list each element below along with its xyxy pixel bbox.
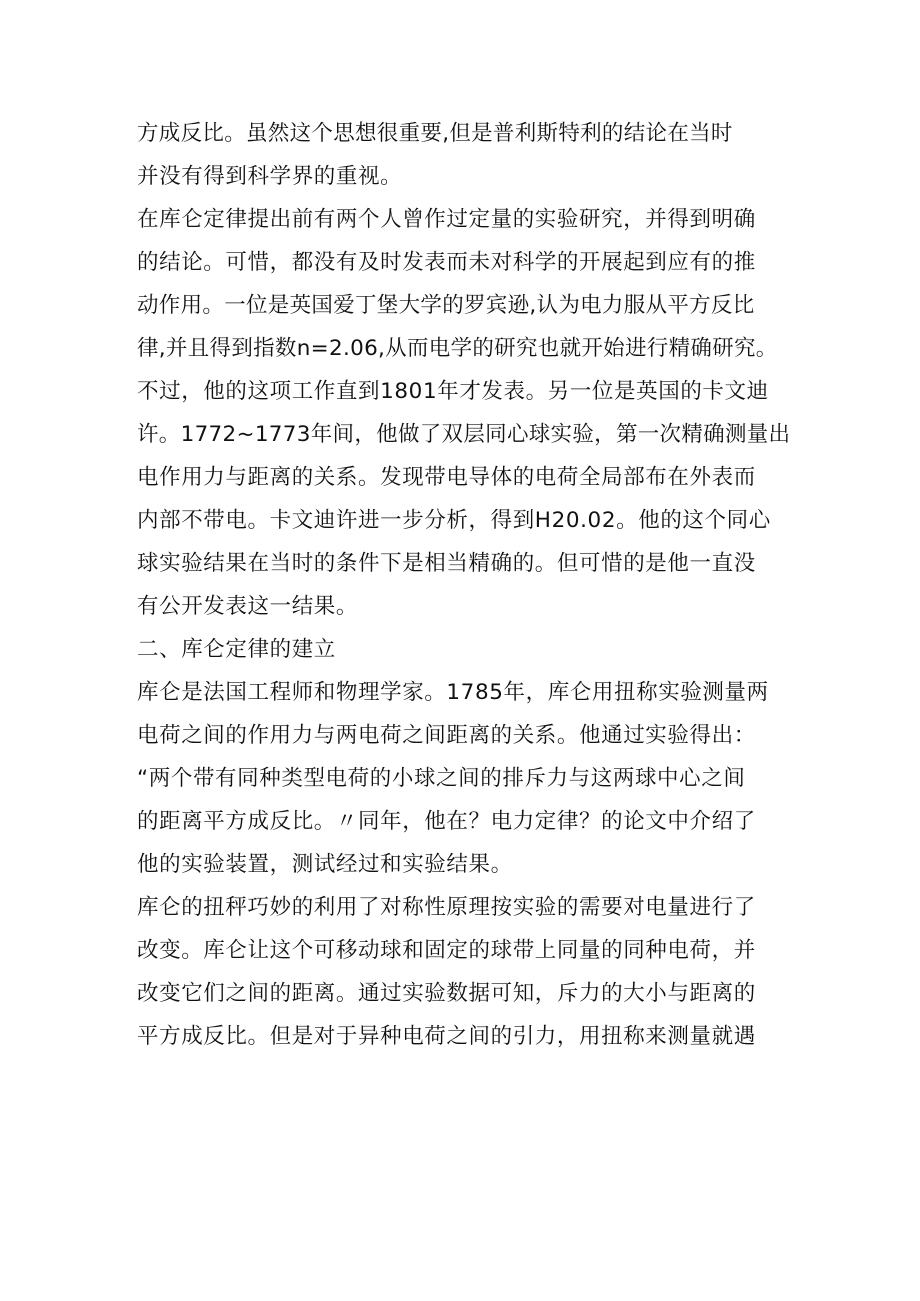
text-line-5: 动作用。一位是英国爱丁堡大学的罗宾逊,认为电力服从平方反比 [137,293,755,318]
text-line-10: 内部不带电。卡文迪许进一步分析，得到H20.02。他的这个同心 [137,508,771,533]
text-line-12: 有公开发表这一结果。 [137,594,359,619]
text-line-21: 改变它们之间的距离。通过实验数据可知，斥力的大小与距离的 [137,981,756,1006]
text-line-9: 电作用力与距离的关系。发现带电导体的电荷全局部布在外表而 [137,465,756,490]
text-line-3: 在库仑定律提出前有两个人曾作过定量的实验研究，并得到明确 [137,207,756,232]
text-line-14: 库仑是法国工程师和物理学家。1785年，库仑用扭称实验测量两 [137,680,769,705]
text-line-4: 的结论。可惜，都没有及时发表而未对科学的开展起到应有的推 [137,250,756,275]
text-line-8: 许。1772~1773年间，他做了双层同心球实验，第一次精确测量出 [137,422,791,447]
text-line-11: 球实验结果在当时的条件下是相当精确的。但可惜的是他一直没 [137,551,756,576]
section-heading: 二、库仑定律的建立 [137,637,336,662]
text-line-2: 并没有得到科学界的重视。 [137,164,403,189]
text-line-7: 不过，他的这项工作直到1801年才发表。另一位是英国的卡文迪 [137,379,769,404]
text-line-16: “两个带有同种类型电荷的小球之间的排斥力与这两球中心之间 [137,766,746,791]
text-line-18: 他的实验装置，测试经过和实验结果。 [137,852,513,877]
body-text [137,112,807,1058]
text-line-6: 律,并且得到指数n=2.06,从而电学的研究也就开始进行精确研究。 [137,336,778,361]
text-line-17: 的距离平方成反比。〃同年，他在？电力定律？的论文中介绍了 [137,809,756,834]
text-line-1: 方成反比。虽然这个思想很重要,但是普利斯特利的结论在当时 [137,121,733,146]
text-line-15: 电荷之间的作用力与两电荷之间距离的关系。他通过实验得出： [137,723,756,748]
text-line-19: 库仑的扭秤巧妙的利用了对称性原理按实验的需要对电量进行了 [137,895,756,920]
text-line-22: 平方成反比。但是对于异种电荷之间的引力，用扭称来测量就遇 [137,1024,756,1049]
text-line-20: 改变。库仑让这个可移动球和固定的球带上同量的同种电荷，并 [137,938,756,963]
